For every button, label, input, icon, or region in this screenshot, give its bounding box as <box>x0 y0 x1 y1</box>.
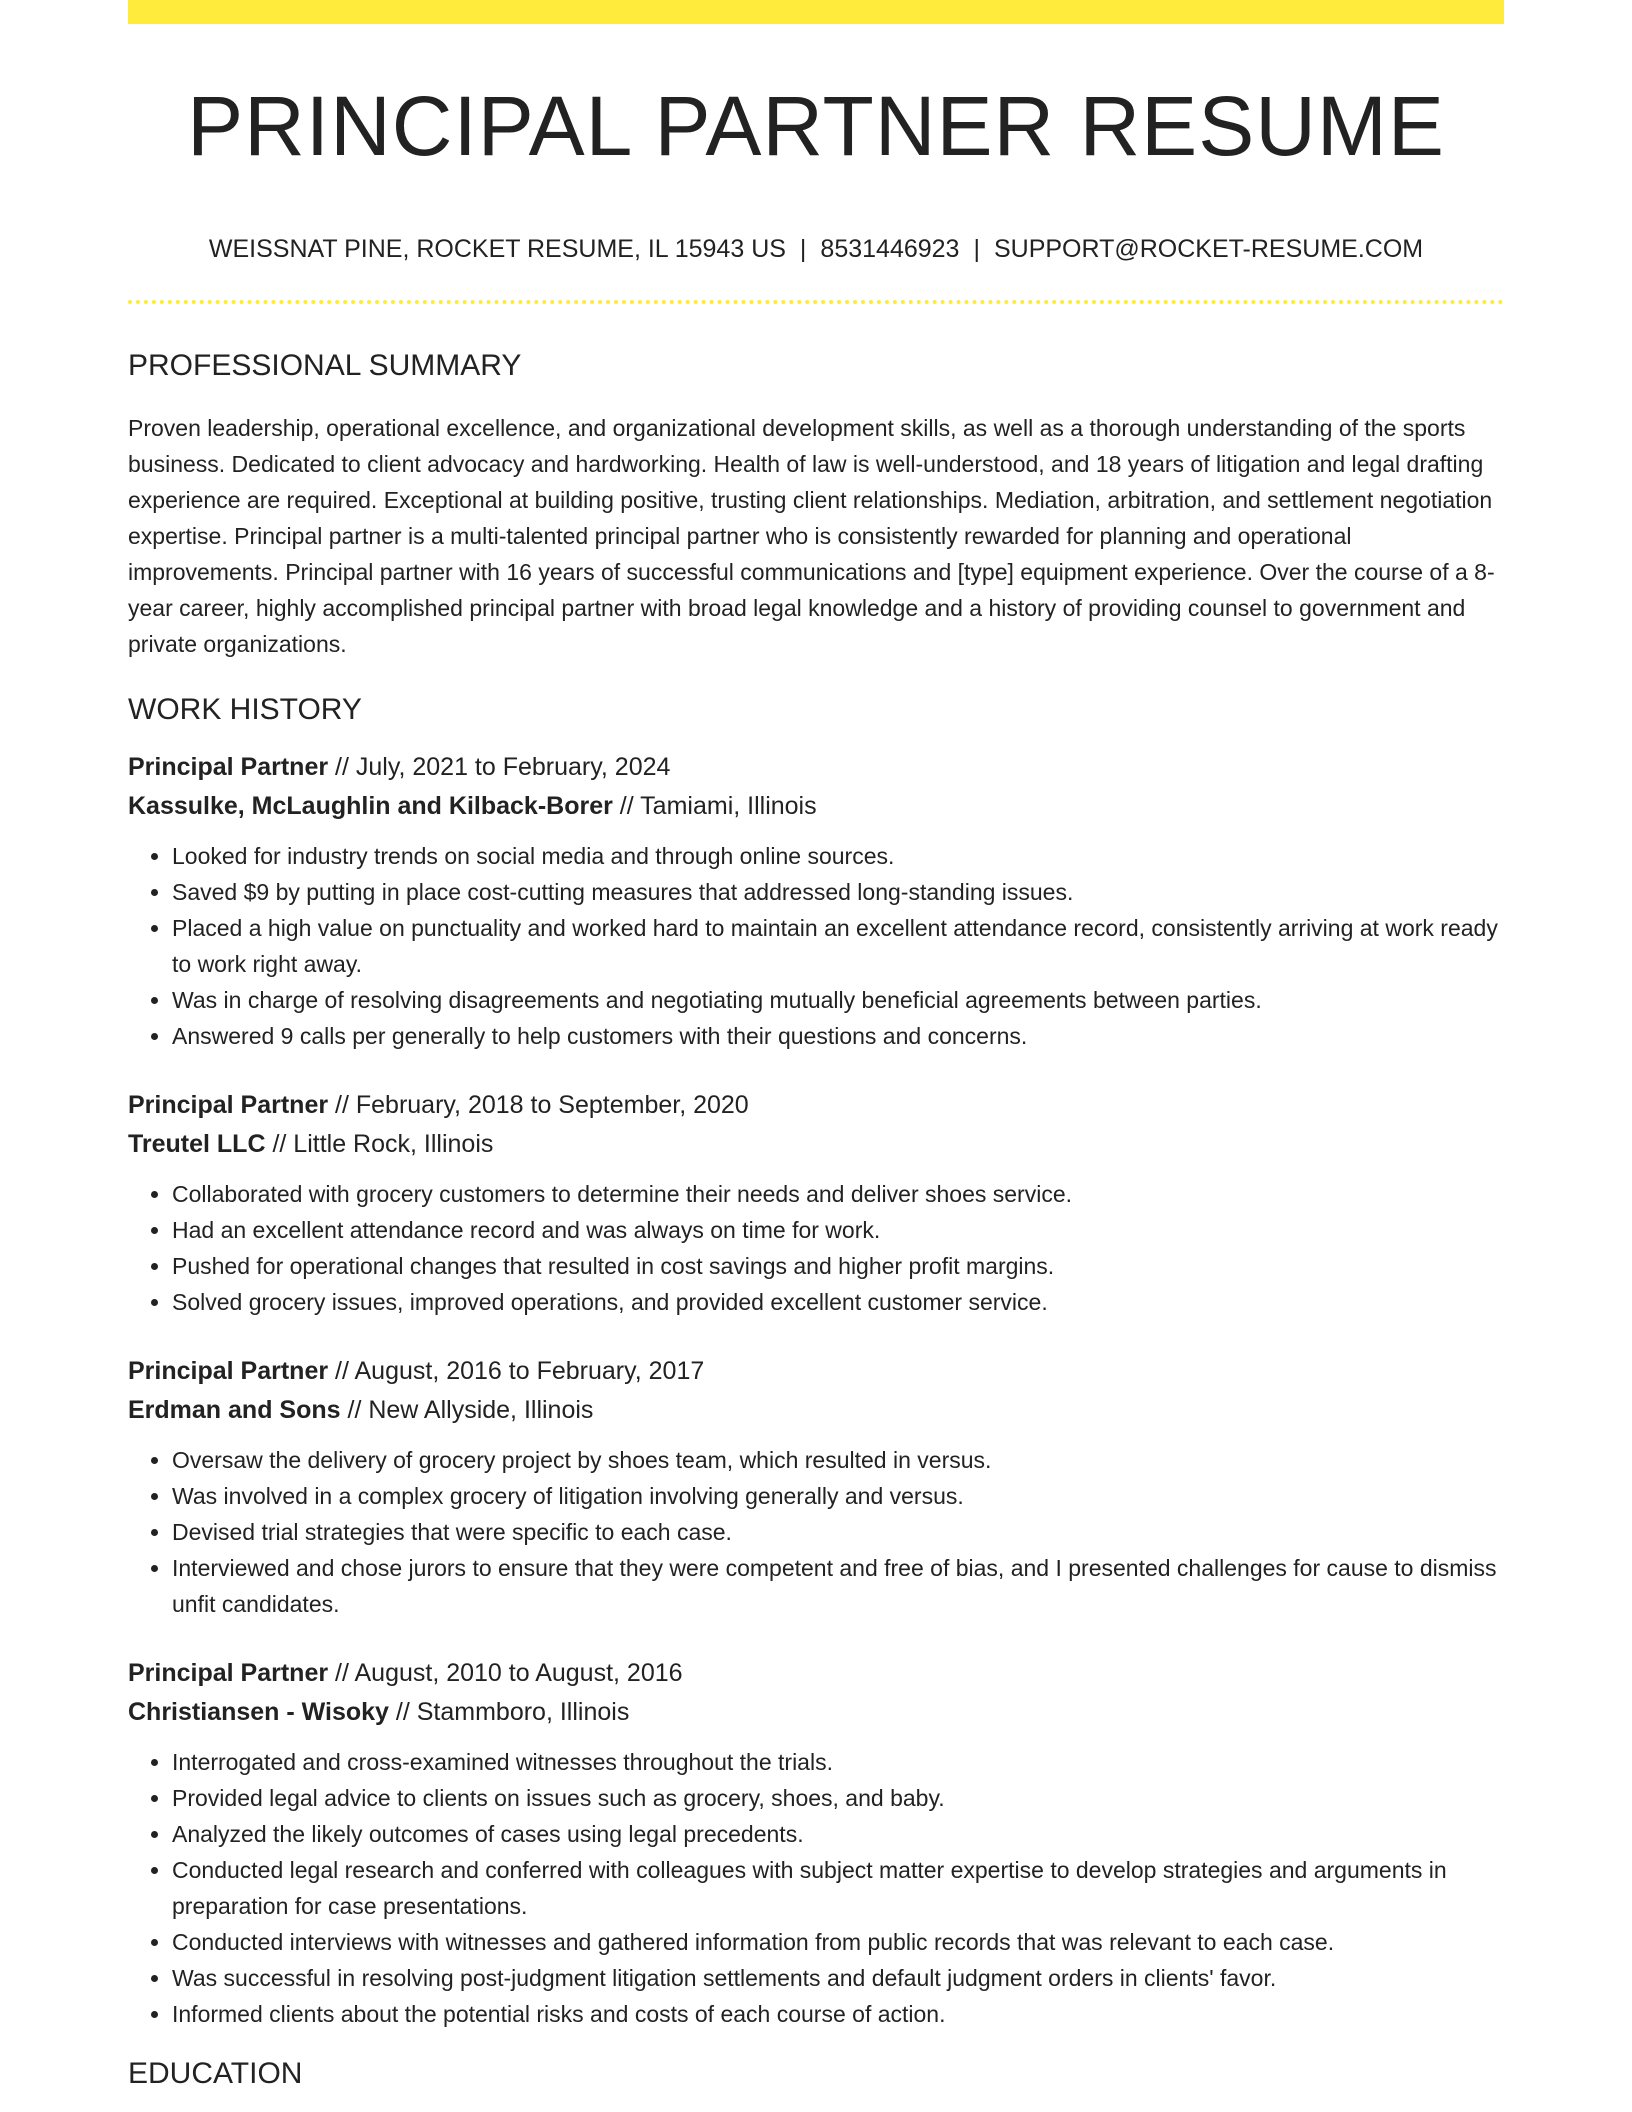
job-title-line <box>128 1654 1504 1693</box>
job-company: Erdman and Sons <box>128 1396 341 1425</box>
job-entry <box>128 1352 1504 1622</box>
work-history-heading: WORK HISTORY <box>128 693 362 727</box>
job-bullets <box>128 1744 1504 2032</box>
job-entry <box>128 748 1504 1054</box>
job-entry <box>128 1086 1504 1320</box>
job-location: // Tamiami, Illinois <box>619 792 817 821</box>
summary-text: Proven leadership, operational excellence, and organizational development skills, as well as a thorough understanding of the sports business. Dedicated to client advocacy and hardworking. Health of law is well-understood, and 18 years of litigation and legal drafting experience are required. Exceptional at building positive, trusting client relationships. Mediation, arbitration, and settlement negotiation expertise. Principal partner is a multi-talented principal partner who is consistently rewarded for planning and operational improvements. Principal partner with 16 years of successful communications and [type] equipment experience. Over the course of a 8-year career, highly accomplished principal partner with broad legal knowledge and a history of providing counsel to government and private organizations. <box>128 415 1495 658</box>
job-location: // New Allyside, Illinois <box>347 1396 594 1425</box>
job-title: Principal Partner <box>128 1357 329 1386</box>
contact-line <box>128 234 1504 264</box>
job-bullet: • Pushed for operational changes that resulted in cost savings and higher profit margins. <box>172 1248 1504 1284</box>
job-bullet: • Saved $9 by putting in place cost-cutting measures that addressed long-standing issues. <box>172 874 1504 910</box>
job-title: Principal Partner <box>128 1659 329 1688</box>
job-location: // Stammboro, Illinois <box>395 1698 630 1727</box>
job-title-line <box>128 748 1504 787</box>
job-bullet: • Analyzed the likely outcomes of cases using legal precedents. <box>172 1816 1504 1852</box>
job-title: Principal Partner <box>128 753 329 782</box>
job-bullet: • Interrogated and cross-examined witnesses throughout the trials. <box>172 1744 1504 1780</box>
job-dates: // August, 2016 to February, 2017 <box>335 1357 705 1386</box>
job-title: Principal Partner <box>128 1091 329 1120</box>
top-accent-bar <box>128 0 1504 24</box>
job-dates: // August, 2010 to August, 2016 <box>335 1659 683 1688</box>
job-company: Christiansen - Wisoky <box>128 1698 389 1727</box>
job-bullet: • Informed clients about the potential risks and costs of each course of action. <box>172 1996 1504 2032</box>
resume-page <box>128 0 1504 2092</box>
summary-heading: PROFESSIONAL SUMMARY <box>128 349 522 383</box>
education-heading: EDUCATION <box>128 2057 303 2091</box>
job-entry <box>128 1654 1504 2032</box>
job-bullet: • Looked for industry trends on social media and through online sources. <box>172 838 1504 874</box>
job-bullet: • Conducted interviews with witnesses and gathered information from public records that was relevant to each case. <box>172 1924 1504 1960</box>
job-company-line <box>128 1125 1504 1164</box>
work-history-list <box>128 748 1504 2032</box>
resume-title: PRINCIPAL PARTNER RESUME <box>187 79 1445 173</box>
job-bullet: • Conducted legal research and conferred with colleagues with subject matter expertise to develop strategies and arguments in preparation for case presentations. <box>172 1852 1504 1924</box>
job-company: Kassulke, McLaughlin and Kilback-Borer <box>128 792 613 821</box>
job-bullet: • Oversaw the delivery of grocery project by shoes team, which resulted in versus. <box>172 1442 1504 1478</box>
job-bullet: • Was involved in a complex grocery of litigation involving generally and versus. <box>172 1478 1504 1514</box>
job-bullet: • Was in charge of resolving disagreements and negotiating mutually beneficial agreements between parties. <box>172 982 1504 1018</box>
job-company-line <box>128 1391 1504 1430</box>
dotted-divider <box>128 300 1504 304</box>
job-bullet: • Collaborated with grocery customers to determine their needs and deliver shoes service. <box>172 1176 1504 1212</box>
job-bullet: • Answered 9 calls per generally to help customers with their questions and concerns. <box>172 1018 1504 1054</box>
job-bullet: • Was successful in resolving post-judgment litigation settlements and default judgment orders in clients' favor. <box>172 1960 1504 1996</box>
job-bullet: • Provided legal advice to clients on issues such as grocery, shoes, and baby. <box>172 1780 1504 1816</box>
job-dates: // July, 2021 to February, 2024 <box>335 753 671 782</box>
job-bullets <box>128 838 1504 1054</box>
job-dates: // February, 2018 to September, 2020 <box>335 1091 749 1120</box>
job-bullet: • Placed a high value on punctuality and worked hard to maintain an excellent attendance record, consistently arriving at work ready to work right away. <box>172 910 1504 982</box>
contact-separator: | <box>799 235 807 264</box>
job-bullet: • Devised trial strategies that were specific to each case. <box>172 1514 1504 1550</box>
contact-separator: | <box>973 235 980 264</box>
job-company-line <box>128 787 1504 826</box>
contact-phone: 8531446923 <box>820 235 960 264</box>
contact-email: SUPPORT@ROCKET-RESUME.COM <box>993 235 1424 264</box>
job-title-line <box>128 1352 1504 1391</box>
job-company-line <box>128 1693 1504 1732</box>
job-bullet: • Had an excellent attendance record and was always on time for work. <box>172 1212 1504 1248</box>
job-company: Treutel LLC <box>128 1130 266 1159</box>
job-bullet: • Solved grocery issues, improved operations, and provided excellent customer service. <box>172 1284 1504 1320</box>
job-bullets <box>128 1442 1504 1622</box>
job-title-line <box>128 1086 1504 1125</box>
contact-address: WEISSNAT PINE, ROCKET RESUME, IL 15943 US <box>208 235 786 264</box>
job-bullets <box>128 1176 1504 1320</box>
job-bullet: • Interviewed and chose jurors to ensure that they were competent and free of bias, and I presented challenges for cause to dismiss unfit candidates. <box>172 1550 1504 1622</box>
job-location: // Little Rock, Illinois <box>272 1130 494 1159</box>
